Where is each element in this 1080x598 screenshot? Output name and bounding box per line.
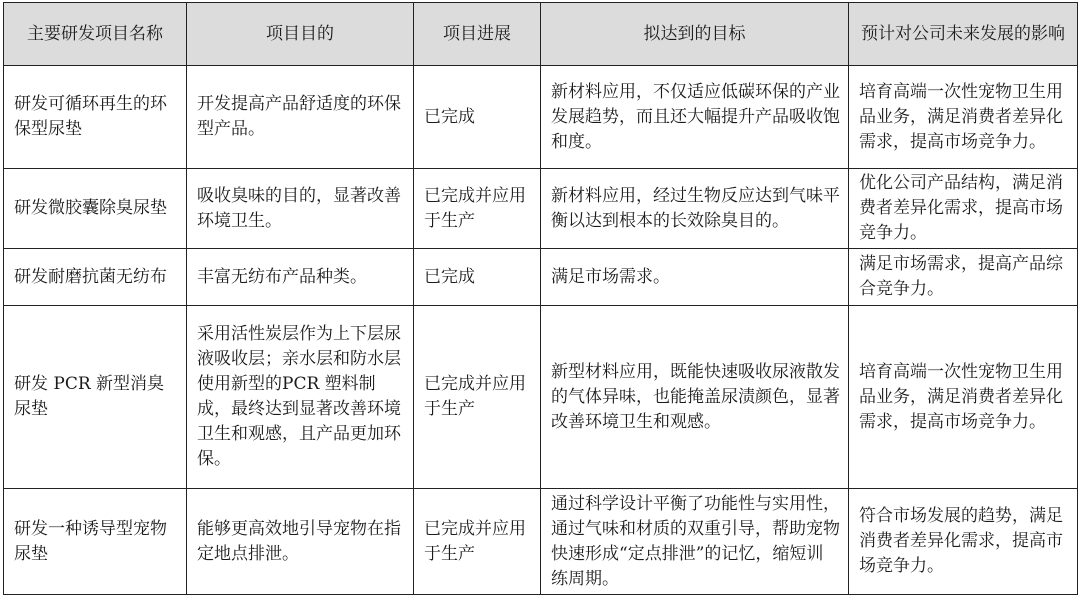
table-row — [4, 306, 1078, 489]
goal-cell: 新材料应用，经过生物反应达到气味平衡以达到根本的长效除臭目的。 — [541, 169, 849, 249]
header-progress: 项目进展 — [414, 3, 541, 66]
purpose-cell: 吸收臭味的目的，显著改善环境卫生。 — [187, 169, 414, 249]
purpose-cell: 开发提高产品舒适度的环保型产品。 — [187, 66, 414, 169]
progress-cell: 已完成并应用于生产 — [414, 306, 541, 489]
impact-cell: 符合市场发展的趋势，满足消费者差异化需求，提高市场竞争力。 — [849, 489, 1078, 595]
project-name-cell: 研发一种诱导型宠物尿垫 — [4, 489, 187, 595]
goal-cell: 通过科学设计平衡了功能性与实用性，通过气味和材质的双重引导，帮助宠物快速形成“定点排泄”的记忆，缩短训练周期。 — [541, 489, 849, 595]
impact-cell: 培育高端一次性宠物卫生用品业务，满足消费者差异化需求，提高市场竞争力。 — [849, 66, 1078, 169]
impact-cell: 满足市场需求，提高产品综合竞争力。 — [849, 249, 1078, 306]
progress-cell: 已完成 — [414, 249, 541, 306]
goal-cell: 新型材料应用，既能快速吸收尿液散发的气体异味，也能掩盖尿渍颜色，显著改善环境卫生和观感。 — [541, 306, 849, 489]
progress-cell: 已完成并应用于生产 — [414, 169, 541, 249]
header-goal: 拟达到的目标 — [541, 3, 849, 66]
purpose-cell: 丰富无纺布产品种类。 — [187, 249, 414, 306]
purpose-cell: 采用活性炭层作为上下层尿液吸收层；亲水层和防水层使用新型的PCR 塑料制成，最终达到显著改善环境卫生和观感，且产品更加环保。 — [187, 306, 414, 489]
header-row — [4, 3, 1078, 66]
goal-cell: 满足市场需求。 — [541, 249, 849, 306]
progress-cell: 已完成 — [414, 66, 541, 169]
impact-cell: 培育高端一次性宠物卫生用品业务，满足消费者差异化需求，提高市场竞争力。 — [849, 306, 1078, 489]
impact-cell: 优化公司产品结构，满足消费者差异化需求，提高市场竞争力。 — [849, 169, 1078, 249]
header-project-name: 主要研发项目名称 — [4, 3, 187, 66]
project-name-cell: 研发微胶囊除臭尿垫 — [4, 169, 187, 249]
header-impact: 预计对公司未来发展的影响 — [849, 3, 1078, 66]
project-name-cell: 研发可循环再生的环保型尿垫 — [4, 66, 187, 169]
table-row — [4, 249, 1078, 306]
progress-cell: 已完成并应用于生产 — [414, 489, 541, 595]
purpose-cell: 能够更高效地引导宠物在指定地点排泄。 — [187, 489, 414, 595]
project-name-cell: 研发耐磨抗菌无纺布 — [4, 249, 187, 306]
goal-cell: 新材料应用，不仅适应低碳环保的产业发展趋势，而且还大幅提升产品吸收饱和度。 — [541, 66, 849, 169]
table-row — [4, 66, 1078, 169]
project-name-cell: 研发 PCR 新型消臭尿垫 — [4, 306, 187, 489]
rd-projects-table — [3, 2, 1078, 595]
table-row — [4, 169, 1078, 249]
header-purpose: 项目目的 — [187, 3, 414, 66]
table-row — [4, 489, 1078, 595]
